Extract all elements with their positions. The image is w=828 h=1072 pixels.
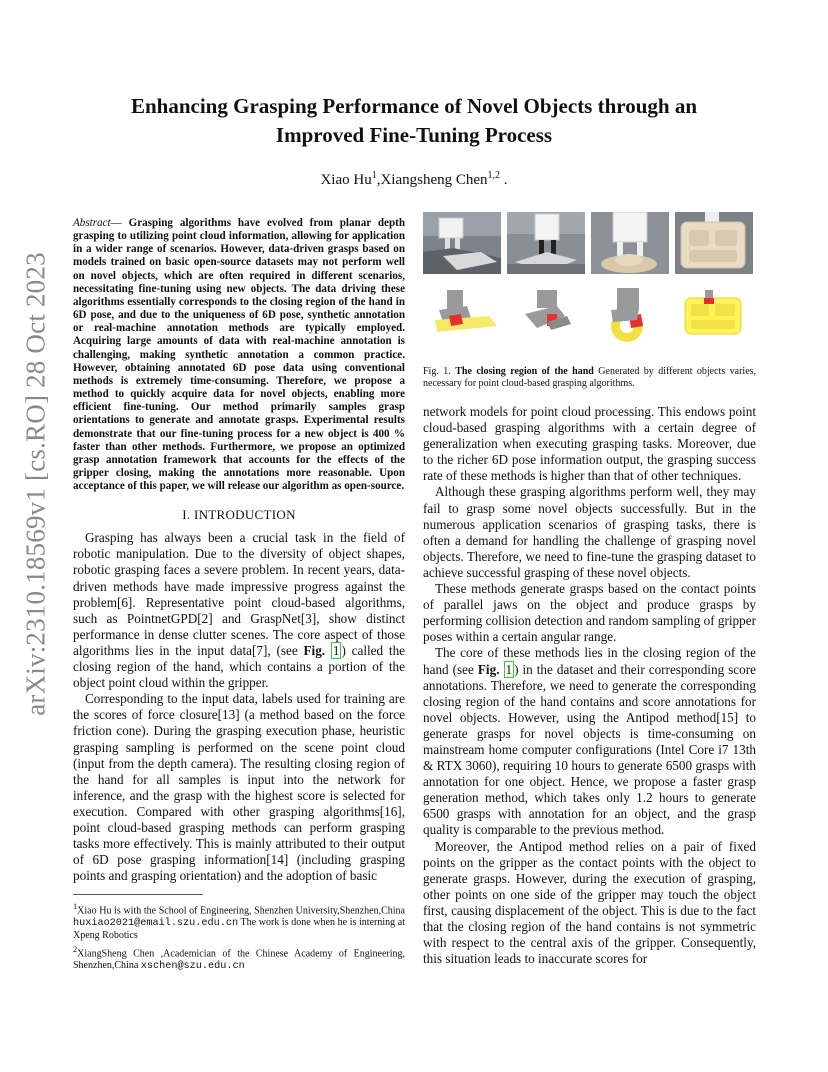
figure-ref-label-2: Fig. bbox=[477, 661, 500, 677]
footnote-1-text-a: Xiao Hu is with the School of Engineering, Shenzhen University,Shenzhen,China bbox=[77, 905, 405, 917]
footnote-1 bbox=[73, 901, 405, 941]
pointcloud-bracket-closing-region bbox=[423, 286, 501, 348]
footnote-1-text-b: The work is done when he is interning at Xpeng Robotics bbox=[73, 917, 405, 941]
figure-1 bbox=[423, 212, 756, 390]
title-line-2: Improved Fine-Tuning Process bbox=[275, 123, 553, 147]
author-tail: . bbox=[500, 172, 508, 188]
footnote-1-marker: 1 bbox=[73, 902, 78, 912]
figure-1-caption-title: The closing region of the hand bbox=[455, 366, 594, 377]
intro-p1-text-b: ) called the closing region of the hand, which contains a portion of the object point cloud within the gripper. bbox=[73, 642, 406, 691]
photo-gripper-with-tray bbox=[675, 212, 753, 274]
left-body bbox=[73, 530, 405, 884]
right-paragraph-2: Although these grasping algorithms perform well, they may fail to grasp some novel objects successfully. But in the numerous application scenarios of grasping tasks, there is often a demand for handling the challenge of grasping novel objects. Therefore, we need to fine-tune the grasping dataset to achieve successful grasping of these novel objects. bbox=[423, 484, 756, 580]
section-title-introduction: I. INTRODUCTION bbox=[182, 507, 296, 523]
abstract-text: Grasping algorithms have evolved from planar depth grasping to utilizing point cloud information, allowing for application in a wider range of scenarios. However, data-driven grasps based on models trained on basic open-source datasets may not perform well on novel objects, which are often required in different scenarios, necessitating fine-tuning using new objects. The data driving these algorithms essentially corresponds to the closing region of the hand in 6D pose, and due to the uniqueness of 6D pose, synthetic annotation or real-machine annotation methods are typically employed. Acquiring large amounts of data with real-machine annotation is challenging, making synthetic annotation a common practice. However, obtaining annotated 6D pose data using conventional methods is extremely time-consuming. Therefore, we propose a method to quickly acquire data for novel objects, enabling more efficient fine-tuning. Our method primarily samples grasp orientations to generate and annotate grasps. Experimental results demonstrate that our fine-tuning process for a new object is 400 % faster than other methods. Furthermore, we propose an optimized grasp annotation framework that accounts for the effects of the gripper closing, making the annotations more reasonable. Upon acceptance of this paper, we will release our algorithm as open-source. bbox=[73, 217, 405, 493]
abstract-label: Abstract bbox=[73, 217, 111, 229]
figure-1-link[interactable] bbox=[331, 642, 342, 659]
pointcloud-tray-closing-region bbox=[675, 286, 753, 348]
figure-1-caption-text: Generated by different objects varies, necessary for point cloud-based grasping algorithms. bbox=[423, 366, 757, 389]
pointcloud-part-closing-region bbox=[507, 286, 585, 348]
photo-gripper-with-round-object bbox=[591, 212, 669, 274]
figure-1-caption bbox=[423, 366, 756, 390]
paper-title bbox=[80, 92, 748, 150]
author-2-affiliation: 1,2 bbox=[487, 170, 501, 181]
intro-paragraph-2: Corresponding to the input data, labels used for training are the scores of force closure[13] (a method based on the force friction cone). During the grasping execution phase, heuristic grasping sampling is performed on the scene point cloud (input from the depth camera). The resulting closing region of the hand for all samples is input into the network for inference, and the grasp with the highest score is selected for execution. Compared with other grasping algorithms[16], point cloud-based grasping methods can perform grasping tasks more effectively. This is mainly attributed to their output of 6D pose grasping information[14] (including grasping points and grasping orientation) and the adoption of basic bbox=[73, 691, 405, 884]
right-paragraph-5: Moreover, the Antipod method relies on a pair of fixed points on the gripper as the contact points with the object to generate grasps. However, during the execution of grasping, other points on one side of the gripper may touch the object first, causing displacement of the object. This is due to the fact that the closing region of the hand contains is not symmetric with respect to the central axis of the gripper. Consequently, this situation leads to inaccurate scores for bbox=[423, 838, 756, 967]
figure-1-link-2[interactable] bbox=[504, 661, 515, 678]
figure-photo-row bbox=[423, 212, 756, 274]
pointcloud-round-object-closing-region bbox=[591, 286, 669, 348]
footnote-2 bbox=[73, 944, 405, 973]
figure-1-caption-label: Fig. 1. bbox=[423, 366, 451, 377]
right-body bbox=[423, 404, 756, 967]
figure-pointcloud-row bbox=[423, 286, 756, 348]
author-1-affiliation: 1 bbox=[371, 170, 377, 181]
photo-gripper-with-part bbox=[507, 212, 585, 274]
right-p4-text-b: ) in the dataset and their corresponding score annotations. Therefore, we need to generate the corresponding closing region of the hand contains and score annotations for novel objects. However, using the Antipod method[15] to generate grasps for novel objects is time-consuming on mainstream home computer configurations (Intel Core i7 13th & RTX 3060), requiring 10 hours to generate 6500 grasps with annotation for one object. Hence, we propose a faster grasp generation method, which takes only 1.2 hours to generate 6500 grasps with annotation for an object, and the grasp quality is comparable to the previous method. bbox=[423, 661, 756, 838]
footnote-2-text: XiangSheng Chen ,Academician of the Chinese Academy of Engineering, Shenzhen,China bbox=[73, 948, 405, 972]
arxiv-stamp bbox=[20, 252, 51, 716]
author-2: Xiangsheng Chen bbox=[380, 172, 488, 188]
abstract-dash: — bbox=[110, 217, 122, 229]
abstract bbox=[73, 217, 405, 493]
intro-p1-text-a: Grasping has always been a crucial task in the field of robotic manipulation. Due to the diversity of object shapes, robotic grasping faces a severe problem. In recent years, data-driven methods have made impressive progress against the problem[6]. Representative point cloud-based algorithms, such as PointnetGPD[2] and GraspNet[3], show distinct performance in dense clutter scenes. The core aspect of those algorithms lies in the input data[7], (see bbox=[73, 530, 405, 658]
intro-paragraph-1 bbox=[73, 530, 405, 691]
right-paragraph-3: These methods generate grasps based on the contact points of parallel jaws on the object and produce grasps by performing collision detection and random sampling of gripper poses within a certain angular range. bbox=[423, 581, 756, 645]
right-p4-text-a: The core of these methods lies in the closing region of the hand (see bbox=[423, 645, 756, 677]
author-separator: , bbox=[376, 172, 381, 188]
right-paragraph-4 bbox=[423, 645, 756, 838]
footnote-1-email[interactable]: huxiao2021@email.szu.edu.cn bbox=[73, 918, 239, 930]
footnote-rule bbox=[73, 894, 203, 895]
footnote-2-email[interactable]: xschen@szu.edu.cn bbox=[140, 961, 245, 973]
left-column bbox=[73, 217, 405, 976]
photo-gripper-with-bracket bbox=[423, 212, 501, 274]
title-line-1: Enhancing Grasping Performance of Novel Objects through an bbox=[130, 94, 698, 118]
author-list bbox=[80, 170, 748, 189]
figure-1-link-2-number: 1 bbox=[505, 661, 513, 677]
footnote-2-marker: 2 bbox=[73, 945, 78, 955]
author-1: Xiao Hu bbox=[320, 172, 372, 188]
figure-ref-label: Fig. bbox=[303, 642, 326, 658]
arxiv-stamp-text: arXiv:2310.18569v1 [cs.RO] 28 Oct 2023 bbox=[20, 252, 51, 716]
right-paragraph-1: network models for point cloud processing. This endows point cloud-based grasping algorithms with a certain degree of generalization when executing grasping tasks. Moreover, due to the richer 6D pose information output, the grasping success rate of these methods is higher than that of other techniques. bbox=[423, 404, 756, 484]
right-column bbox=[423, 212, 756, 967]
figure-1-link-number: 1 bbox=[332, 642, 340, 658]
